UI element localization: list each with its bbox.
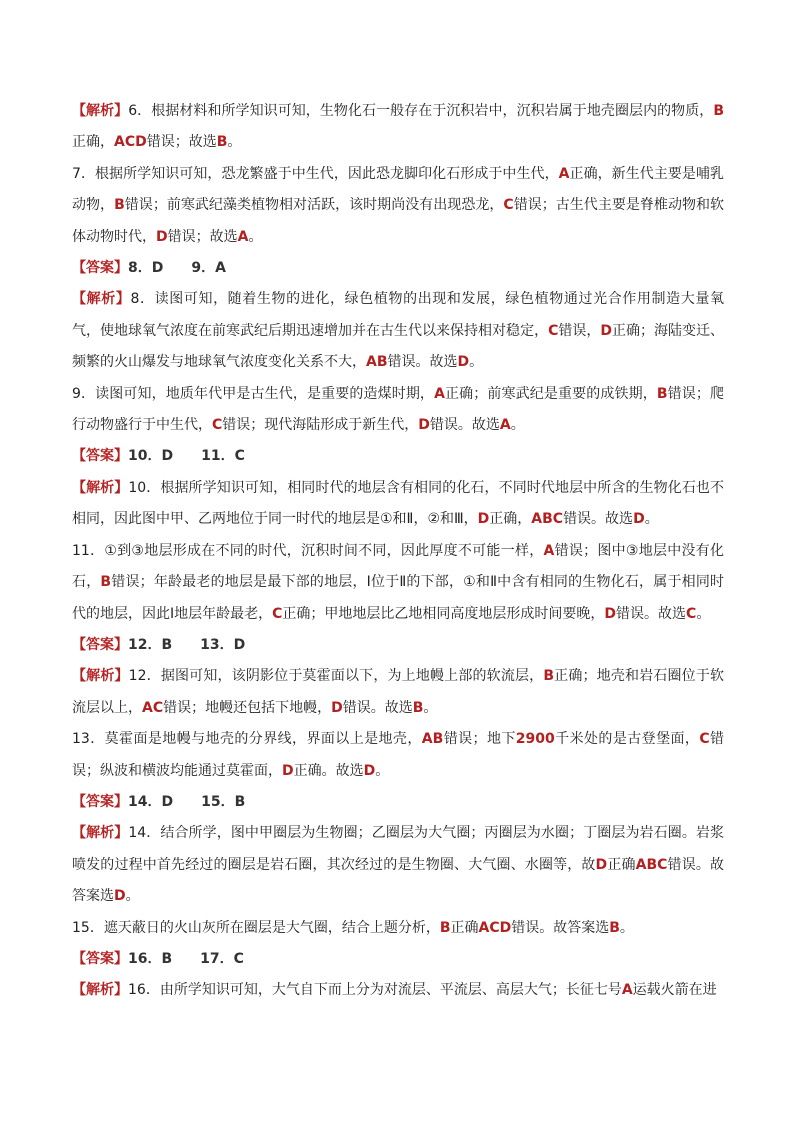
paragraph xyxy=(72,818,724,912)
highlight-text: B xyxy=(656,385,668,402)
body-text: 。 xyxy=(644,511,659,528)
body-text: 。 xyxy=(227,134,242,151)
highlight-text: B xyxy=(543,668,554,685)
highlight-text: C xyxy=(686,605,697,622)
highlight-text: ABC xyxy=(635,856,668,873)
body-text: 14．结合所学，图中甲圈层为生物圈；乙圈层为大气圈；丙圈层为水圈；丁圈层为岩石圈。岩浆喷发的过程中首先经过的圈层是岩石圈，其次经过的是生物圈、大气圈、水圈等，故 xyxy=(72,825,725,873)
highlight-text: 【答案】 xyxy=(72,260,128,277)
body-text: 16．由所学知识可知，大气自下而上分为对流层、平流层、高层大气；长征七号 xyxy=(128,982,622,999)
highlight-text: 【答案】 xyxy=(72,793,128,810)
body-text: 。 xyxy=(125,888,140,905)
body-text: 13．莫霍面是地幔与地壳的分界线，界面以上是地壳， xyxy=(72,731,422,748)
highlight-text: A xyxy=(621,982,633,999)
body-text: 错误；地幔还包括下地幔， xyxy=(163,699,332,716)
body-text: 错误， xyxy=(558,322,601,339)
body-text: 。 xyxy=(510,417,525,434)
highlight-text: 【答案】 xyxy=(72,636,128,653)
highlight-text: 【答案】 xyxy=(72,448,128,465)
highlight-text: D xyxy=(604,605,617,622)
highlight-text: D xyxy=(633,511,645,528)
paragraph xyxy=(72,913,724,944)
paragraph xyxy=(72,96,724,159)
body-text: 错误；古生代主要是脊椎动物和软体动物时代， xyxy=(72,197,725,245)
body-text: 正确；海陆变迁、频繁的火山爆发与地球氧气浓度变化关系不大， xyxy=(72,322,725,371)
highlight-text: AC xyxy=(142,699,164,716)
highlight-text: B xyxy=(100,574,112,591)
highlight-text: 【解析】 xyxy=(72,479,129,496)
highlight-text: D xyxy=(156,228,168,245)
body-text: 正确， xyxy=(72,134,114,151)
body-text: 错误。故答案选 xyxy=(511,919,610,936)
body-text: 错误。故选 xyxy=(429,417,500,434)
highlight-text: C xyxy=(503,197,514,214)
paragraph xyxy=(72,159,724,253)
highlight-text: D xyxy=(282,762,294,779)
body-text: 千米处的是古登堡面， xyxy=(554,731,700,748)
body-text: 。 xyxy=(469,354,484,371)
highlight-text: 【解析】 xyxy=(72,825,129,842)
highlight-text: C xyxy=(548,322,559,339)
highlight-text: A xyxy=(543,542,555,559)
body-text: 错误；图中③地层中没有化石， xyxy=(72,542,724,591)
answer-text: 8．D 9．A xyxy=(128,260,226,277)
highlight-text: A xyxy=(237,228,249,245)
body-text: 正确 xyxy=(607,856,636,873)
paragraph xyxy=(72,944,724,975)
paragraph xyxy=(72,787,724,818)
highlight-text: B xyxy=(216,134,228,151)
paragraph xyxy=(72,661,724,724)
highlight-text: 【解析】 xyxy=(72,668,129,685)
highlight-text: B xyxy=(439,919,451,936)
highlight-text: C xyxy=(272,605,283,622)
highlight-text: ABC xyxy=(531,511,564,528)
highlight-text: D xyxy=(457,354,470,371)
highlight-text: D xyxy=(595,856,608,873)
highlight-text: D xyxy=(114,888,126,905)
body-text: 正确，新生代主要是哺乳动物， xyxy=(72,165,725,214)
body-text: 9．读图可知，地质年代甲是古生代，是重要的造煤时期， xyxy=(72,385,435,402)
body-text: 错误；现代海陆形成于新生代， xyxy=(222,417,419,434)
body-text: 12．据图可知，该阴影位于莫霍面以下，为上地幔上部的软流层， xyxy=(128,668,544,685)
body-text: 正确；前寒武纪是重要的成铁期， xyxy=(444,385,657,402)
highlight-text: AB xyxy=(421,731,444,748)
document-body xyxy=(72,96,724,1007)
highlight-text: AB xyxy=(366,354,388,371)
highlight-text: 【解析】 xyxy=(72,982,128,999)
highlight-text: 【答案】 xyxy=(72,950,128,967)
body-text: 错误。故选 xyxy=(387,354,458,371)
paragraph xyxy=(72,441,724,472)
highlight-text: B xyxy=(609,919,620,936)
paragraph xyxy=(72,379,724,442)
highlight-text: 【解析】 xyxy=(72,103,129,119)
body-text: 错误。故选 xyxy=(563,511,634,528)
highlight-text: D xyxy=(363,762,376,779)
body-text: 错误。故选 xyxy=(616,605,687,622)
highlight-text: C xyxy=(699,731,710,748)
body-text: 正确；甲地地层比乙地相同高度地层形成时间要晚， xyxy=(282,605,605,622)
highlight-text: D xyxy=(331,699,343,716)
highlight-text: D xyxy=(477,511,490,528)
body-text: 错误；故选 xyxy=(146,134,217,151)
body-text: 正确；地壳和岩石圈位于软流层以上， xyxy=(72,668,724,716)
body-text: 运载火箭在进 xyxy=(632,982,717,999)
paragraph xyxy=(72,473,724,536)
body-text: 错误；故选 xyxy=(167,228,238,245)
body-text: 正确 xyxy=(450,919,479,936)
highlight-text: 【解析】 xyxy=(72,291,131,308)
highlight-text: ACD xyxy=(114,134,147,151)
answer-text: 10．D 11．C xyxy=(128,448,245,465)
paragraph xyxy=(72,536,724,630)
highlight-text: D xyxy=(418,417,430,434)
body-text: 6．根据材料和所学知识可知，生物化石一般存在于沉积岩中，沉积岩属于地壳圈层内的物质， xyxy=(128,103,714,119)
highlight-text: 2900 xyxy=(515,731,555,748)
answer-text: 14．D 15．B xyxy=(128,793,246,810)
body-text: 。 xyxy=(248,228,263,245)
body-text: 11．①到③地层形成在不同的时代，沉积时间不同，因此厚度不可能一样， xyxy=(72,542,544,559)
paragraph xyxy=(72,724,724,787)
body-text: 错误；纵波和横波均能通过莫霍面， xyxy=(72,731,725,779)
body-text: 15．遮天蔽日的火山灰所在圈层是大气圈，结合上题分析， xyxy=(72,919,440,936)
body-text: 错误；前寒武纪藻类植物相对活跃，该时期尚没有出现恐龙， xyxy=(124,197,504,214)
highlight-text: B xyxy=(713,103,725,119)
body-text: 7．根据所学知识可知，恐龙繁盛于中生代，因此恐龙脚印化石形成于中生代， xyxy=(72,165,559,182)
body-text: 。 xyxy=(375,762,390,779)
highlight-text: C xyxy=(212,417,223,434)
answer-text: 12．B 13．D xyxy=(128,636,246,653)
answer-text: 16．B 17．C xyxy=(128,950,244,967)
highlight-text: A xyxy=(434,385,445,402)
body-text: 。 xyxy=(696,605,711,622)
body-text: 10．根据所学知识可知，相同时代的地层含有相同的化石，不同时代地层中所含的生物化石也不相同，因此图中甲、乙两地位于同一时代的地层是①和Ⅱ，②和Ⅲ， xyxy=(72,479,725,528)
body-text: 。 xyxy=(423,699,438,716)
highlight-text: B xyxy=(114,197,125,214)
body-text: 8．读图可知，随着生物的进化，绿色植物的出现和发展，绿色植物通过光合作用制造大量氧气，使地球氧气浓度在前寒武纪后期迅速增加并在古生代以来保持相对稳定， xyxy=(72,291,725,339)
body-text: 错误。故答案选 xyxy=(72,856,725,905)
highlight-text: ACD xyxy=(478,919,512,936)
body-text: 错误；爬行动物盛行于中生代， xyxy=(72,385,725,434)
paragraph xyxy=(72,253,724,284)
body-text: 错误。故选 xyxy=(342,699,413,716)
body-text: 正确， xyxy=(489,511,532,528)
paragraph xyxy=(72,284,724,378)
paragraph xyxy=(72,630,724,661)
body-text: 正确。故选 xyxy=(293,762,364,779)
body-text: 错误；地下 xyxy=(443,731,516,748)
body-text: 。 xyxy=(619,919,634,936)
body-text: 错误；年龄最老的地层是最下部的地层，Ⅰ位于Ⅱ的下部，①和Ⅱ中含有相同的生物化石，属于相同时代的地层，因此Ⅰ地层年龄最老， xyxy=(72,574,725,622)
highlight-text: B xyxy=(412,699,424,716)
paragraph xyxy=(72,975,724,1006)
highlight-text: A xyxy=(499,417,511,434)
highlight-text: D xyxy=(600,322,612,339)
highlight-text: A xyxy=(558,165,570,182)
